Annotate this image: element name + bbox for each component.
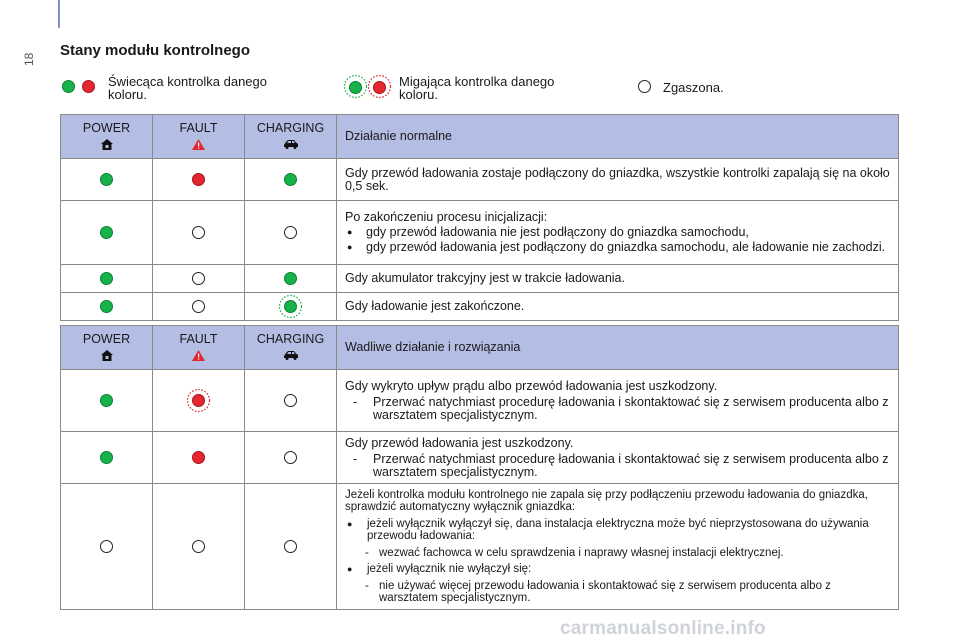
header-fault: FAULT bbox=[153, 115, 245, 159]
fault-table bbox=[60, 325, 899, 610]
car-icon bbox=[283, 350, 299, 360]
red-led-icon bbox=[82, 80, 95, 93]
off-led-icon bbox=[192, 300, 205, 313]
off-led-icon bbox=[100, 540, 113, 553]
house-plug-icon bbox=[101, 139, 113, 150]
table-row bbox=[61, 159, 899, 201]
green-led-icon bbox=[100, 300, 113, 313]
green-led-icon bbox=[62, 80, 75, 93]
warning-triangle-icon bbox=[192, 139, 205, 150]
blinking-green-led-icon bbox=[284, 300, 297, 313]
green-led-icon bbox=[100, 226, 113, 239]
page-number: 18 bbox=[22, 52, 36, 66]
green-led-icon bbox=[100, 394, 113, 407]
table-row bbox=[61, 370, 899, 432]
legend-steady-text: Świecąca kontrolka danego koloru. bbox=[108, 74, 267, 102]
legend-blinking-text: Migająca kontrolka danego koloru. bbox=[399, 74, 555, 102]
row-description: Gdy wykryto upływ prądu albo przewód ładowania jest uszkodzony. - Przerwać natychmiast procedurę ładowania i skontaktować się z serwisem producenta albo z warsztatem specjalistycznym. bbox=[337, 370, 899, 432]
row-description: Gdy ładowanie jest zakończone. bbox=[337, 293, 899, 321]
row-description: Gdy przewód ładowania jest uszkodzony. - Przerwać natychmiast procedurę ładowania i skontaktować się z serwisem producenta albo z warsztatem specjalistycznym. bbox=[337, 432, 899, 484]
normal-heading: Działanie normalne bbox=[337, 115, 899, 159]
car-icon bbox=[283, 139, 299, 149]
legend-off-text: Zgaszona. bbox=[663, 80, 724, 95]
margin-bar bbox=[58, 0, 60, 28]
green-led-icon bbox=[100, 451, 113, 464]
row-description: Gdy przewód ładowania zostaje podłączony do gniazdka, wszystkie kontrolki zapalają się na około 0,5 sek. bbox=[337, 159, 899, 201]
table-row bbox=[61, 201, 899, 265]
red-led-icon bbox=[192, 451, 205, 464]
blinking-red-led-icon bbox=[373, 80, 386, 93]
warning-triangle-icon bbox=[192, 350, 205, 361]
off-led-icon bbox=[284, 226, 297, 239]
table-row bbox=[61, 484, 899, 610]
off-led-icon bbox=[284, 540, 297, 553]
off-led-icon bbox=[192, 540, 205, 553]
blinking-red-led-icon bbox=[192, 394, 205, 407]
row-description: Gdy akumulator trakcyjny jest w trakcie ładowania. bbox=[337, 265, 899, 293]
faults-heading: Wadliwe działanie i rozwiązania bbox=[337, 326, 899, 370]
row-description: Po zakończeniu procesu inicjalizacji: ● gdy przewód ładowania nie jest podłączony do gniazdka samochodu, ● gdy przewód ładowania jest podłączony do gniazdka samochodu, ale ładowanie nie zachodzi. bbox=[337, 201, 899, 265]
page-title: Stany modułu kontrolnego bbox=[60, 42, 250, 59]
header-fault: FAULT bbox=[153, 326, 245, 370]
green-led-icon bbox=[284, 173, 297, 186]
house-plug-icon bbox=[101, 350, 113, 361]
off-led-icon bbox=[192, 226, 205, 239]
green-led-icon bbox=[100, 173, 113, 186]
header-power: POWER bbox=[61, 326, 153, 370]
header-charging: CHARGING bbox=[245, 326, 337, 370]
table-row bbox=[61, 293, 899, 321]
off-led-icon bbox=[192, 272, 205, 285]
header-charging: CHARGING bbox=[245, 115, 337, 159]
off-led-icon bbox=[638, 80, 651, 93]
green-led-icon bbox=[100, 272, 113, 285]
watermark: carmanualsonline.info bbox=[560, 618, 766, 639]
green-led-icon bbox=[284, 272, 297, 285]
off-led-icon bbox=[284, 394, 297, 407]
red-led-icon bbox=[192, 173, 205, 186]
normal-operation-table bbox=[60, 114, 899, 321]
blinking-green-led-icon bbox=[349, 80, 362, 93]
table-row bbox=[61, 265, 899, 293]
header-power: POWER bbox=[61, 115, 153, 159]
row-description: Jeżeli kontrolka modułu kontrolnego nie zapala się przy podłączeniu przewodu ładowania do gniazdka, sprawdzić automatyczny wyłącznik gniazdka: ● jeżeli wyłącznik wyłączył się, dana instalacja elektryczna może być nieprzystosowana do używania przewodu ładowania: - wezwać fachowca w celu sprawdzenia i naprawy własnej instalacji elektrycznej. ● jeżeli wyłącznik nie wyłączył się: - nie używać więcej przewodu ładowania i skontaktować się z serwisem producenta albo z warsztatem specjalistycznym. bbox=[337, 484, 899, 610]
table-row bbox=[61, 432, 899, 484]
off-led-icon bbox=[284, 451, 297, 464]
